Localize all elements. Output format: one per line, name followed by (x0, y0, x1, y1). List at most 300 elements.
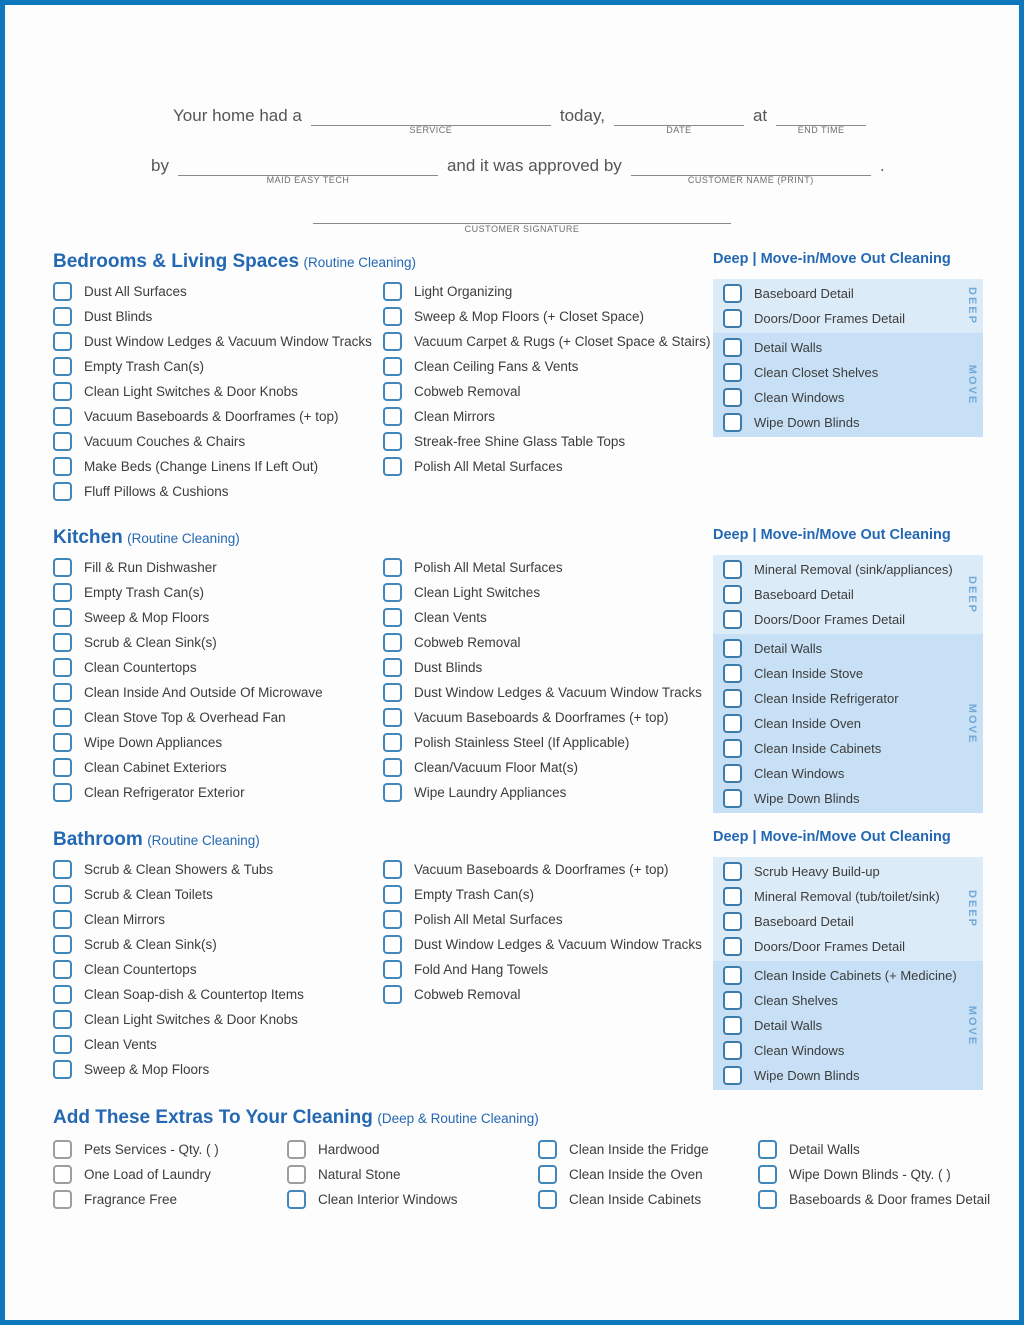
checkbox[interactable] (383, 558, 402, 577)
checklist-item-label: Dust Blinds (414, 660, 483, 675)
checklist-item-label: Wipe Laundry Appliances (414, 785, 567, 800)
checklist-item-label: Scrub & Clean Showers & Tubs (84, 862, 274, 877)
deep-move-panel-bedrooms (713, 251, 983, 437)
checklist-item-label: Vacuum Baseboards & Doorframes (+ top) (414, 862, 669, 877)
checklist-item (383, 580, 702, 605)
checklist-item-label: Clean Inside Oven (754, 716, 861, 731)
checkbox[interactable] (53, 633, 72, 652)
checklist-item (713, 607, 983, 632)
checklist-item (383, 957, 702, 982)
checklist-item (383, 605, 702, 630)
checkbox[interactable] (383, 935, 402, 954)
checklist-item-label: Clean Mirrors (84, 912, 166, 927)
checklist-item (713, 582, 983, 607)
panel-header: Deep | Move-in/Move Out Cleaning (713, 829, 951, 845)
checkbox[interactable] (723, 764, 742, 783)
deep-move-panel-kitchen (713, 527, 983, 813)
checklist-item (53, 379, 372, 404)
checklist-item (53, 304, 372, 329)
checkbox[interactable] (383, 708, 402, 727)
checklist-item-label: Fluff Pillows & Cushions (84, 484, 229, 499)
checklist-item-label: Baseboards & Door frames Detail (789, 1192, 991, 1207)
checklist-item (53, 882, 304, 907)
checkbox[interactable] (383, 407, 402, 426)
checkbox[interactable] (53, 382, 72, 401)
checklist-item (713, 963, 983, 988)
checklist-item (713, 1038, 983, 1063)
checkbox[interactable] (723, 639, 742, 658)
checkbox[interactable] (53, 783, 72, 802)
checkbox[interactable] (53, 282, 72, 301)
checkbox[interactable] (383, 658, 402, 677)
checklist-item-label: Scrub & Clean Sink(s) (84, 937, 217, 952)
checklist-item-label: Wipe Down Appliances (84, 735, 223, 750)
checklist-item (53, 857, 304, 882)
checkbox[interactable] (383, 783, 402, 802)
checkbox[interactable] (53, 1010, 72, 1029)
checkbox[interactable] (53, 708, 72, 727)
checklist-item-label: Wipe Down Blinds (754, 1068, 860, 1083)
move-vertical-label: MOVE (966, 703, 978, 744)
customer-signature-label: CUSTOMER SIGNATURE (464, 223, 580, 234)
checklist-item (53, 279, 372, 304)
checklist-item-label: Dust Window Ledges & Vacuum Window Tracks (414, 937, 702, 952)
checklist-item-label: Polish All Metal Surfaces (414, 459, 563, 474)
checkbox[interactable] (53, 1190, 72, 1209)
checkbox[interactable] (723, 610, 742, 629)
checklist-item-label: Dust Window Ledges & Vacuum Window Tracks (414, 685, 702, 700)
checklist-item-label: Clean Countertops (84, 660, 197, 675)
checklist-item (53, 680, 323, 705)
checklist-item (713, 711, 983, 736)
checklist-item-label: Streak-free Shine Glass Table Tops (414, 434, 626, 449)
move-band (713, 333, 983, 437)
checklist-item-label: Clean Light Switches (414, 585, 541, 600)
checkbox[interactable] (383, 457, 402, 476)
section-bedrooms-living (53, 251, 711, 499)
checklist-item (713, 281, 983, 306)
checklist-item (713, 761, 983, 786)
checkbox[interactable] (53, 457, 72, 476)
section-header (53, 1107, 981, 1137)
checklist-item (383, 882, 702, 907)
checklist-item (53, 957, 304, 982)
checklist-item-label: Detail Walls (754, 641, 823, 656)
checklist-item-label: Wipe Down Blinds - Qty. ( ) (789, 1167, 951, 1182)
checklist-item (383, 755, 702, 780)
checklist-item (538, 1187, 709, 1212)
checkbox[interactable] (53, 910, 72, 929)
checkbox[interactable] (53, 1140, 72, 1159)
checkbox[interactable] (723, 887, 742, 906)
checklist-item (287, 1137, 458, 1162)
checklist-item-label: Cobweb Removal (414, 384, 521, 399)
checkbox[interactable] (53, 733, 72, 752)
checkbox[interactable] (53, 583, 72, 602)
tech-name-blank-label: MAID EASY TECH (266, 175, 350, 186)
deep-vertical-label: DEEP (966, 287, 978, 325)
checkbox[interactable] (53, 1060, 72, 1079)
checklist-item-label: Dust Window Ledges & Vacuum Window Tracks (84, 334, 372, 349)
checklist-item-label: Baseboard Detail (754, 286, 854, 301)
section-title: Bathroom (53, 829, 143, 850)
checkbox[interactable] (383, 307, 402, 326)
checklist-item (713, 661, 983, 686)
checklist-column (383, 555, 702, 805)
deep-band (713, 279, 983, 333)
checkbox[interactable] (53, 758, 72, 777)
section-subtitle: (Routine Cleaning) (127, 531, 240, 546)
checkbox[interactable] (383, 885, 402, 904)
checklist-item-label: Clean/Vacuum Floor Mat(s) (414, 760, 579, 775)
date-blank[interactable] (614, 105, 744, 136)
checklist-item-label: Vacuum Carpet & Rugs (+ Closet Space & Stairs) (414, 334, 711, 349)
checkbox[interactable] (723, 338, 742, 357)
checklist-item (538, 1137, 709, 1162)
checkbox[interactable] (758, 1165, 777, 1184)
customer-signature-blank[interactable] (313, 203, 731, 234)
checklist-item-label: Polish All Metal Surfaces (414, 560, 563, 575)
form-text: and it was approved by (446, 156, 622, 175)
checkbox[interactable] (383, 357, 402, 376)
checkbox[interactable] (383, 910, 402, 929)
checklist-item-label: Clean Mirrors (414, 409, 496, 424)
checklist-item (713, 385, 983, 410)
deep-vertical-label: DEEP (966, 575, 978, 614)
checklist-item-label: Empty Trash Can(s) (84, 585, 205, 600)
checklist-item-label: Clean Windows (754, 766, 845, 781)
checklist-item-label: Hardwood (318, 1142, 380, 1157)
checkbox[interactable] (53, 332, 72, 351)
checklist-item-label: Sweep & Mop Floors (84, 1062, 210, 1077)
checklist-item-label: Clean Inside Cabinets (+ Medicine) (754, 968, 957, 983)
extras-column (538, 1137, 709, 1212)
checklist-item-label: Clean Closet Shelves (754, 365, 879, 380)
checklist-item-label: Dust Blinds (84, 309, 153, 324)
checklist-item (53, 1032, 304, 1057)
extras-column (287, 1137, 458, 1212)
checklist-item-label: Baseboard Detail (754, 587, 854, 602)
checklist-item (53, 605, 323, 630)
checkbox[interactable] (53, 683, 72, 702)
checkbox[interactable] (383, 733, 402, 752)
checklist-item (713, 786, 983, 811)
checkbox[interactable] (538, 1140, 557, 1159)
checkbox[interactable] (758, 1190, 777, 1209)
checkbox[interactable] (723, 1016, 742, 1035)
checklist-item-label: Clean Ceiling Fans & Vents (414, 359, 579, 374)
checklist-item (53, 705, 323, 730)
deep-move-panel-bathroom (713, 829, 983, 1090)
checkbox[interactable] (723, 862, 742, 881)
checklist-item-label: Vacuum Baseboards & Doorframes (+ top) (84, 409, 339, 424)
checklist-item-label: Clean Refrigerator Exterior (84, 785, 245, 800)
checkbox[interactable] (53, 307, 72, 326)
checklist-item (713, 988, 983, 1013)
checkbox[interactable] (383, 633, 402, 652)
checklist-item (383, 982, 702, 1007)
checkbox[interactable] (723, 689, 742, 708)
checklist-item (383, 429, 711, 454)
checklist-item-label: Cobweb Removal (414, 987, 521, 1002)
checklist-item-label: Detail Walls (754, 1018, 823, 1033)
checkbox[interactable] (53, 885, 72, 904)
checklist-item (53, 982, 304, 1007)
checklist-item-label: Clean Windows (754, 1043, 845, 1058)
checklist-item-label: Natural Stone (318, 1167, 401, 1182)
service-blank-label: SERVICE (409, 125, 453, 136)
checklist-item-label: Fragrance Free (84, 1192, 178, 1207)
checklist-item-label: Clean Inside the Oven (569, 1167, 703, 1182)
checklist-item-label: Clean Vents (414, 610, 487, 625)
checklist-item-label: Fold And Hang Towels (414, 962, 549, 977)
checklist-item (713, 410, 983, 435)
section-subtitle: (Routine Cleaning) (147, 833, 260, 848)
checkbox[interactable] (383, 432, 402, 451)
checklist-item-label: Sweep & Mop Floors (+ Closet Space) (414, 309, 644, 324)
checklist-item (287, 1187, 458, 1212)
checklist-item (758, 1187, 990, 1212)
checkbox[interactable] (287, 1190, 306, 1209)
checkbox[interactable] (723, 966, 742, 985)
checklist-item (383, 780, 702, 805)
checkbox[interactable] (723, 1066, 742, 1085)
checkbox[interactable] (758, 1140, 777, 1159)
section-header (53, 251, 705, 279)
checkbox[interactable] (383, 758, 402, 777)
checkbox[interactable] (53, 658, 72, 677)
section-extras (53, 1107, 991, 1207)
checklist-item-label: Cobweb Removal (414, 635, 521, 650)
checklist-item-label: Clean Soap-dish & Countertop Items (84, 987, 304, 1002)
checkbox[interactable] (538, 1165, 557, 1184)
checklist-item (758, 1162, 990, 1187)
checklist-item-label: Dust All Surfaces (84, 284, 187, 299)
checklist-item-label: Clean Countertops (84, 962, 197, 977)
checklist-item (383, 555, 702, 580)
checklist-item (53, 780, 323, 805)
checklist-column (383, 279, 711, 479)
checkbox[interactable] (383, 382, 402, 401)
checklist-item (53, 907, 304, 932)
checklist-item (758, 1137, 990, 1162)
checkbox[interactable] (383, 683, 402, 702)
section-title: Add These Extras To Your Cleaning (53, 1107, 373, 1128)
checklist-item-label: Baseboard Detail (754, 914, 854, 929)
checklist-item-label: Clean Light Switches & Door Knobs (84, 384, 298, 399)
checkbox[interactable] (723, 714, 742, 733)
checkbox[interactable] (723, 413, 742, 432)
panel-header: Deep | Move-in/Move Out Cleaning (713, 527, 951, 543)
checklist-item-label: Doors/Door Frames Detail (754, 311, 905, 326)
checklist-item-label: Pets Services - Qty. ( ) (84, 1142, 219, 1157)
approval-form-line (151, 155, 885, 186)
end-time-blank-label: END TIME (797, 125, 845, 136)
checkbox[interactable] (53, 960, 72, 979)
checkbox[interactable] (53, 1035, 72, 1054)
form-text: by (151, 156, 169, 175)
checkbox[interactable] (723, 937, 742, 956)
checklist-item (53, 1007, 304, 1032)
deep-vertical-label: DEEP (966, 890, 978, 928)
service-blank[interactable] (311, 105, 551, 136)
checklist-item (53, 932, 304, 957)
checklist-item (383, 857, 702, 882)
checkbox[interactable] (723, 585, 742, 604)
checkbox[interactable] (723, 560, 742, 579)
checkbox[interactable] (53, 860, 72, 879)
checklist-item (713, 909, 983, 934)
deep-band (713, 555, 983, 634)
panel-header: Deep | Move-in/Move Out Cleaning (713, 251, 951, 267)
checklist-item (53, 755, 323, 780)
checklist-item (713, 1013, 983, 1038)
checklist-item (713, 934, 983, 959)
checklist-item (53, 1137, 219, 1162)
checklist-item-label: Scrub & Clean Toilets (84, 887, 213, 902)
checklist-item (53, 479, 372, 504)
checklist-item (383, 680, 702, 705)
checklist-item-label: Light Organizing (414, 284, 513, 299)
section-kitchen (53, 527, 705, 800)
checkbox[interactable] (383, 960, 402, 979)
checklist-item (53, 655, 323, 680)
checklist-item (383, 730, 702, 755)
checkbox[interactable] (723, 284, 742, 303)
checklist-item (383, 907, 702, 932)
section-header (53, 527, 705, 555)
checkbox[interactable] (723, 912, 742, 931)
checklist-item-label: Clean Inside Refrigerator (754, 691, 899, 706)
checkbox[interactable] (53, 558, 72, 577)
section-bathroom (53, 829, 705, 1077)
checklist-item-label: Clean Inside Cabinets (754, 741, 882, 756)
checkbox[interactable] (383, 608, 402, 627)
checklist-item (53, 1057, 304, 1082)
checkbox[interactable] (53, 432, 72, 451)
checklist-item-label: Clean Inside Stove (754, 666, 864, 681)
checkbox[interactable] (723, 388, 742, 407)
checklist-item-label: Clean Interior Windows (318, 1192, 458, 1207)
checkbox[interactable] (383, 332, 402, 351)
checkbox[interactable] (383, 583, 402, 602)
move-band (713, 961, 983, 1090)
checkbox[interactable] (723, 363, 742, 382)
checklist-item (53, 1162, 219, 1187)
checklist-item (383, 279, 711, 304)
checkbox[interactable] (53, 985, 72, 1004)
checkbox[interactable] (287, 1165, 306, 1184)
checkbox[interactable] (723, 664, 742, 683)
checkbox[interactable] (538, 1190, 557, 1209)
checklist-item-label: Mineral Removal (sink/appliances) (754, 562, 953, 577)
checkbox[interactable] (723, 789, 742, 808)
checklist-item-label: Clean Cabinet Exteriors (84, 760, 227, 775)
checklist-item (383, 404, 711, 429)
checklist-item (53, 1187, 219, 1212)
checkbox[interactable] (383, 860, 402, 879)
checklist-item (53, 730, 323, 755)
checkbox[interactable] (53, 1165, 72, 1184)
checklist-item (713, 360, 983, 385)
checklist-item (383, 329, 711, 354)
checklist-item (538, 1162, 709, 1187)
checklist-item-label: Polish All Metal Surfaces (414, 912, 563, 927)
checklist-item-label: Mineral Removal (tub/toilet/sink) (754, 889, 940, 904)
section-title: Kitchen (53, 527, 123, 548)
extras-column (758, 1137, 990, 1212)
checklist-item-label: Wipe Down Blinds (754, 791, 860, 806)
checklist-item (53, 329, 372, 354)
checklist-item-label: Wipe Down Blinds (754, 415, 860, 430)
tech-name-blank[interactable] (178, 155, 438, 186)
form-text: . (879, 156, 885, 175)
checklist-item (53, 354, 372, 379)
checklist-item (287, 1162, 458, 1187)
checkbox[interactable] (723, 309, 742, 328)
checklist-item (713, 636, 983, 661)
section-title: Bedrooms & Living Spaces (53, 251, 300, 272)
customer-name-blank[interactable] (631, 155, 871, 186)
checklist-item (383, 932, 702, 957)
checklist-item-label: Polish Stainless Steel (If Applicable) (414, 735, 630, 750)
checklist-item-label: Scrub & Clean Sink(s) (84, 635, 217, 650)
checklist-column (53, 279, 372, 504)
checklist-item (713, 859, 983, 884)
checklist-item (53, 580, 323, 605)
checkbox[interactable] (287, 1140, 306, 1159)
checklist-item-label: Vacuum Couches & Chairs (84, 434, 246, 449)
checkbox[interactable] (723, 991, 742, 1010)
checkbox[interactable] (383, 282, 402, 301)
deep-band (713, 857, 983, 961)
checklist-item-label: Empty Trash Can(s) (84, 359, 205, 374)
checklist-item (713, 884, 983, 909)
checklist-column (53, 857, 304, 1082)
section-header (53, 829, 705, 857)
end-time-blank[interactable] (776, 105, 866, 136)
checkbox[interactable] (53, 608, 72, 627)
checklist-item (383, 655, 702, 680)
checkbox[interactable] (53, 482, 72, 501)
checkbox[interactable] (723, 1041, 742, 1060)
checkbox[interactable] (53, 935, 72, 954)
checklist-item-label: Sweep & Mop Floors (84, 610, 210, 625)
checkbox[interactable] (53, 357, 72, 376)
checklist-item-label: Doors/Door Frames Detail (754, 612, 905, 627)
checklist-item (383, 379, 711, 404)
move-vertical-label: MOVE (966, 1005, 978, 1046)
checkbox[interactable] (723, 739, 742, 758)
checklist-item (383, 454, 711, 479)
checklist-item (53, 429, 372, 454)
checklist-item (53, 404, 372, 429)
checklist-item (713, 1063, 983, 1088)
checklist-item-label: Clean Inside Cabinets (569, 1192, 702, 1207)
checklist-item (383, 304, 711, 329)
checklist-item-label: Clean Inside the Fridge (569, 1142, 709, 1157)
customer-name-blank-label: CUSTOMER NAME (PRINT) (687, 175, 814, 186)
date-blank-label: DATE (666, 125, 692, 136)
checklist-item (53, 630, 323, 655)
move-band (713, 634, 983, 813)
form-text: at (752, 106, 768, 125)
checklist-item-label: Empty Trash Can(s) (414, 887, 535, 902)
checklist-item-label: Clean Inside And Outside Of Microwave (84, 685, 323, 700)
checkbox[interactable] (383, 985, 402, 1004)
checklist-item (53, 454, 372, 479)
checkbox[interactable] (53, 407, 72, 426)
